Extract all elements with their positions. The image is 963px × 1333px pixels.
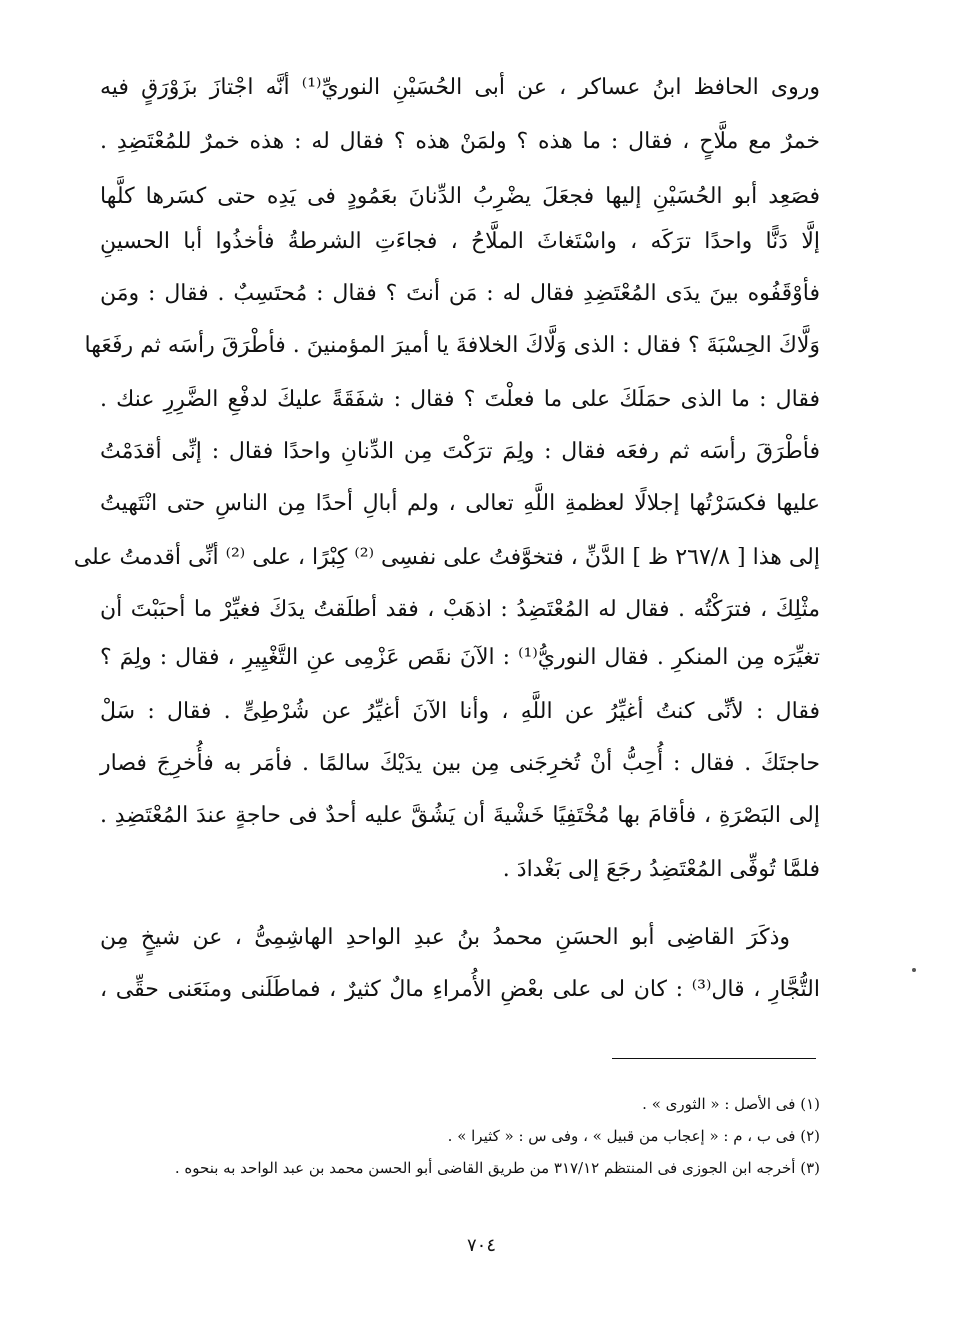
text-line: عليها فكسَرْتُها إجلالًا لعظمةِ اللَّهِ تعالى ، ولم أبالِ أحدًا مِن الناسِ حتى انْتَهيتُ [100,491,820,516]
text-line: فلمَّا تُوفِّى المُعْتَضِدُ رجَعَ إلى بَغْدادَ . [502,857,820,882]
scan-speck [912,968,916,972]
footnote: (٣) أخرجه ابن الجوزى فى المنتظم ٣١٧/١٢ من طريق القاضى أبو الحسن محمد بن عبد الواحد به بنحوه . [174,1159,820,1177]
footnote: (١) فى الأصل : « الثورى » . [642,1095,820,1113]
text-line: إلَّا دَنًّا واحدًا ترَكَه ، واسْتَغاثَ الملَّاحُ ، فجاءَتِ الشرطةُ فأخذُوا أبا الحسينِ [100,229,820,254]
text-line: وروى الحافظ ابنُ عساكر ، عن أبى الحُسَيْنِ النوريِّ⁽¹⁾ أنَّه اجْتازَ بزَوْرَقٍ فيه [100,75,820,100]
text-line: التُّجَّارِ ، قال⁽³⁾ : كان لى على بعْضِ الأُمراءِ مالٌ كثيرٌ ، فماطَلَنى ومنَعَنى حقِّى ، [100,977,821,1002]
text-line: فقال : لأنِّى كنتُ أغيِّرُ عن اللَّهِ ، وأنا الآنَ أغيِّرُ عن شُرْطِىٍّ . فقال : سَلْ [100,699,820,724]
footnote: (٢) فى ب ، م : « إعجاب من قبيل » ، وفى س : « كثيرا » . [447,1127,820,1145]
text-line: إلى هذا [ ٢٦٧/٨ ظ ] الدَّنِّ ، فتخوَّفتُ على نفسِى ⁽²⁾ كِبْرًا ، على ⁽²⁾ أنِّى أقدمتُ على [73,545,820,570]
text-line: فصَعِد أبو الحُسَيْنِ إليها فجعَلَ يضْرِبُ الدِّنانَ بعَمُودٍ فى يَدِه حتى كسَرها كلَّها [100,184,820,209]
text-line: خمرٌ مع ملَّاحٍ ، فقال : ما هذه ؟ ولمَنْ هذه ؟ فقال له : هذه خمرٌ للمُعْتَضِدِ . [100,129,820,154]
text-line: وَلَّاكَ الحِسْبَةَ ؟ فقال : الذى وَلَّاكَ الخلافةَ يا أميرَ المؤمنينَ . فأطْرَقَ رأسَه ثم رفَعَها [84,333,820,358]
page-number: ٧٠٤ [466,1235,496,1256]
text-line: حاجتَكَ . فقال : أُحِبُّ أنْ تُخرِجَنى مِن بين يدَيْكَ سالمًا . فأمَر به فأُخرِجَ فصار [100,751,820,776]
text-line: تغيِّرَه مِن المنكرِ . فقال النوريُّ⁽¹⁾ : الآنَ نقَص عَزْمِى عنِ التَّغْيِيرِ ، فقال : ولِمَ ؟ [100,645,821,670]
footnote-divider [612,1058,816,1059]
text-line: فقال : ما الذى حمَلَكَ على ما فعلْتَ ؟ فقال : شفَقَةً عليكَ لدفْعِ الضَّرِرِ عنك . [100,387,820,412]
text-line: وذكَرَ القاضِى أبو الحسَنِ محمدُ بنُ عبدِ الواحدِ الهاشِمِىُّ ، عن شيخٍ مِن [100,925,790,950]
text-line: مثْلِكَ ، فترَكْتُه . فقال له المُعْتَضِدُ : اذهَبْ ، فقد أطلَقتُ يدَكَ فغيِّرْ ما أحبَبْتَ أن [100,597,820,622]
text-line: فأوْقَفُوه بينَ يدَى المُعْتَضِدِ فقال له : مَن أنتَ ؟ فقال : مُحتَسِبٌ . فقال : ومَن [100,281,820,306]
text-line: فأطْرَقَ رأسَه ثم رفعَه فقال : ولِمَ ترَكْتَ مِن الدِّنانِ واحدًا فقال : إنِّى أقدَمْتُ [100,439,820,464]
text-line: إلى البَصْرَةِ ، فأقامَ بها مُخْتَفِيًا خَشْيةَ أن يَشُقَّ عليه أحدٌ فى حاجةٍ عندَ المُعْتَضِدِ . [100,803,820,828]
